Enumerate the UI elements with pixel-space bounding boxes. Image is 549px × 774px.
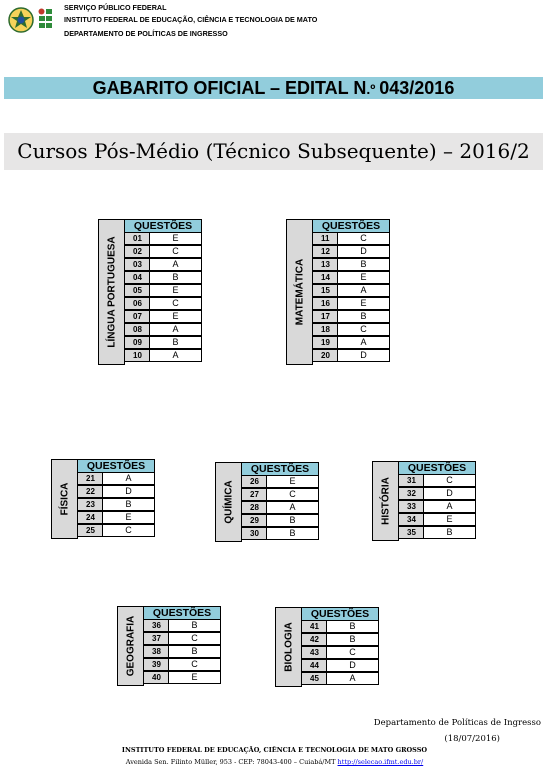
question-number: 04 xyxy=(124,271,150,284)
answer-row xyxy=(124,310,202,323)
answer-row xyxy=(398,487,476,500)
question-number: 12 xyxy=(312,245,338,258)
question-number: 31 xyxy=(398,474,424,487)
answer-letter: E xyxy=(150,284,202,297)
answer-letter: D xyxy=(103,485,155,498)
footer-institution: INSTITUTO FEDERAL DE EDUCAÇÃO, CIÊNCIA E TECNOLOGIA DE MATO GROSSO xyxy=(121,746,428,754)
answer-row xyxy=(124,232,202,245)
question-number: 01 xyxy=(124,232,150,245)
answer-row xyxy=(77,511,155,524)
answer-letter: C xyxy=(338,232,390,245)
title-part-b: .º xyxy=(366,81,380,97)
answer-letter: C xyxy=(169,632,221,645)
questions-header: QUESTÕES xyxy=(398,461,476,475)
answer-letter: D xyxy=(338,245,390,258)
answer-row xyxy=(398,474,476,487)
question-number: 15 xyxy=(312,284,338,297)
question-number: 06 xyxy=(124,297,150,310)
header-line-2: INSTITUTO FEDERAL DE EDUCAÇÃO, CIÊNCIA E TECNOLOGIA DE MATO xyxy=(64,15,318,24)
answer-letter: B xyxy=(150,271,202,284)
answer-row xyxy=(124,349,202,362)
answer-letter: A xyxy=(327,672,379,685)
answer-row xyxy=(124,245,202,258)
questions-header: QUESTÕES xyxy=(312,219,390,233)
question-number: 26 xyxy=(241,475,267,488)
question-number: 27 xyxy=(241,488,267,501)
answer-row xyxy=(143,619,221,632)
answer-letter: C xyxy=(327,646,379,659)
question-number: 44 xyxy=(301,659,327,672)
answer-row xyxy=(241,475,319,488)
header-line-3: DEPARTAMENTO DE POLÍTICAS DE INGRESSO xyxy=(64,29,228,38)
question-number: 34 xyxy=(398,513,424,526)
answer-letter: B xyxy=(267,514,319,527)
answer-row xyxy=(77,524,155,537)
answer-letter: A xyxy=(338,284,390,297)
answer-row xyxy=(241,501,319,514)
answer-letter: D xyxy=(424,487,476,500)
answer-letter: B xyxy=(424,526,476,539)
answer-row xyxy=(312,297,390,310)
questions-header: QUESTÕES xyxy=(241,462,319,476)
question-number: 29 xyxy=(241,514,267,527)
answer-letter: A xyxy=(150,323,202,336)
answer-row xyxy=(301,646,379,659)
answer-row xyxy=(301,659,379,672)
subject-label-cell xyxy=(372,461,399,541)
subject-name: MATEMÁTICA xyxy=(294,258,305,326)
selection-site-link[interactable]: http://selecao.ifmt.edu.br/ xyxy=(337,758,424,766)
question-number: 09 xyxy=(124,336,150,349)
subject-label-cell xyxy=(275,607,302,687)
answer-letter: C xyxy=(338,323,390,336)
answer-letter: B xyxy=(169,619,221,632)
answer-letter: B xyxy=(338,310,390,323)
answer-row xyxy=(241,514,319,527)
answer-letter: B xyxy=(103,498,155,511)
question-number: 03 xyxy=(124,258,150,271)
answer-row xyxy=(312,284,390,297)
answer-letter: A xyxy=(150,258,202,271)
question-number: 42 xyxy=(301,633,327,646)
header-line-1: SERVIÇO PÚBLICO FEDERAL xyxy=(64,3,167,12)
answer-letter: B xyxy=(150,336,202,349)
question-number: 13 xyxy=(312,258,338,271)
answer-letter: B xyxy=(338,258,390,271)
answer-letter: E xyxy=(150,310,202,323)
answer-row xyxy=(312,232,390,245)
subject-name: GEOGRAFIA xyxy=(125,615,136,677)
answer-letter: B xyxy=(327,633,379,646)
question-number: 23 xyxy=(77,498,103,511)
answer-row xyxy=(312,323,390,336)
answer-row xyxy=(124,258,202,271)
answer-letter: B xyxy=(267,527,319,540)
question-number: 07 xyxy=(124,310,150,323)
subject-name: BIOLOGIA xyxy=(283,622,294,672)
question-number: 19 xyxy=(312,336,338,349)
answer-row xyxy=(124,323,202,336)
question-number: 17 xyxy=(312,310,338,323)
answer-row xyxy=(398,513,476,526)
answer-row xyxy=(312,258,390,271)
title-part-a: GABARITO OFICIAL – EDITAL N xyxy=(92,78,367,98)
answer-row xyxy=(312,271,390,284)
question-number: 43 xyxy=(301,646,327,659)
subject-name: LÍNGUA PORTUGUESA xyxy=(106,236,117,348)
question-number: 35 xyxy=(398,526,424,539)
subject-name: HISTÓRIA xyxy=(380,477,391,525)
question-number: 33 xyxy=(398,500,424,513)
question-number: 32 xyxy=(398,487,424,500)
answer-letter: C xyxy=(169,658,221,671)
question-number: 38 xyxy=(143,645,169,658)
answer-letter: B xyxy=(169,645,221,658)
question-number: 40 xyxy=(143,671,169,684)
answer-row xyxy=(301,633,379,646)
subject-name: FÍSICA xyxy=(59,482,70,516)
answer-row xyxy=(124,336,202,349)
coat-of-arms-logo xyxy=(6,5,58,35)
courses-banner: Cursos Pós-Médio (Técnico Subsequente) – 2016/2 xyxy=(4,133,543,170)
footer-date: (18/07/2016) xyxy=(444,734,500,744)
answer-letter: E xyxy=(169,671,221,684)
question-number: 30 xyxy=(241,527,267,540)
question-number: 14 xyxy=(312,271,338,284)
subject-label-cell xyxy=(51,459,78,539)
answer-row xyxy=(301,672,379,685)
question-number: 37 xyxy=(143,632,169,645)
answer-row xyxy=(124,271,202,284)
answer-row xyxy=(301,620,379,633)
question-number: 02 xyxy=(124,245,150,258)
answer-row xyxy=(241,488,319,501)
answer-letter: E xyxy=(338,271,390,284)
question-number: 22 xyxy=(77,485,103,498)
questions-header: QUESTÕES xyxy=(301,607,379,621)
answer-letter: C xyxy=(267,488,319,501)
answer-row xyxy=(312,245,390,258)
subject-label-cell xyxy=(215,462,242,542)
answer-row xyxy=(77,498,155,511)
answer-row xyxy=(241,527,319,540)
answer-letter: D xyxy=(327,659,379,672)
answer-letter: A xyxy=(338,336,390,349)
answer-letter: A xyxy=(267,501,319,514)
title-part-c: 043/2016 xyxy=(379,78,455,98)
footer-address xyxy=(0,758,549,766)
question-number: 41 xyxy=(301,620,327,633)
answer-letter: E xyxy=(424,513,476,526)
questions-header: QUESTÕES xyxy=(124,219,202,233)
question-number: 08 xyxy=(124,323,150,336)
answer-row xyxy=(143,632,221,645)
answer-letter: C xyxy=(424,474,476,487)
answer-letter: A xyxy=(424,500,476,513)
question-number: 11 xyxy=(312,232,338,245)
answer-row xyxy=(124,284,202,297)
subject-label-cell xyxy=(98,219,125,365)
questions-header: QUESTÕES xyxy=(77,459,155,473)
answer-letter: E xyxy=(338,297,390,310)
question-number: 45 xyxy=(301,672,327,685)
question-number: 20 xyxy=(312,349,338,362)
answer-row xyxy=(124,297,202,310)
question-number: 05 xyxy=(124,284,150,297)
answer-letter: A xyxy=(150,349,202,362)
question-number: 36 xyxy=(143,619,169,632)
question-number: 24 xyxy=(77,511,103,524)
question-number: 28 xyxy=(241,501,267,514)
answer-letter: D xyxy=(338,349,390,362)
answer-row xyxy=(77,472,155,485)
footer-department: Departamento de Políticas de Ingresso xyxy=(373,718,541,728)
answer-letter: C xyxy=(150,297,202,310)
answer-letter: E xyxy=(150,232,202,245)
answer-row xyxy=(77,485,155,498)
answer-row xyxy=(143,671,221,684)
answer-row xyxy=(398,526,476,539)
answer-letter: A xyxy=(103,472,155,485)
answer-letter: E xyxy=(103,511,155,524)
answer-row xyxy=(312,310,390,323)
answer-row xyxy=(143,658,221,671)
questions-header: QUESTÕES xyxy=(143,606,221,620)
question-number: 39 xyxy=(143,658,169,671)
answer-letter: E xyxy=(267,475,319,488)
answer-row xyxy=(312,349,390,362)
answer-letter: C xyxy=(103,524,155,537)
question-number: 21 xyxy=(77,472,103,485)
subject-label-cell xyxy=(286,219,313,365)
question-number: 10 xyxy=(124,349,150,362)
title-banner xyxy=(4,77,543,99)
question-number: 18 xyxy=(312,323,338,336)
answer-letter: C xyxy=(150,245,202,258)
address-text: Avenida Sen. Filinto Müller, 953 - CEP: 78043-400 – Cuiabá/MT xyxy=(125,758,338,766)
answer-row xyxy=(143,645,221,658)
answer-row xyxy=(312,336,390,349)
question-number: 16 xyxy=(312,297,338,310)
answer-letter: B xyxy=(327,620,379,633)
question-number: 25 xyxy=(77,524,103,537)
answer-row xyxy=(398,500,476,513)
subject-label-cell xyxy=(117,606,144,686)
subject-name: QUÍMICA xyxy=(223,480,234,524)
